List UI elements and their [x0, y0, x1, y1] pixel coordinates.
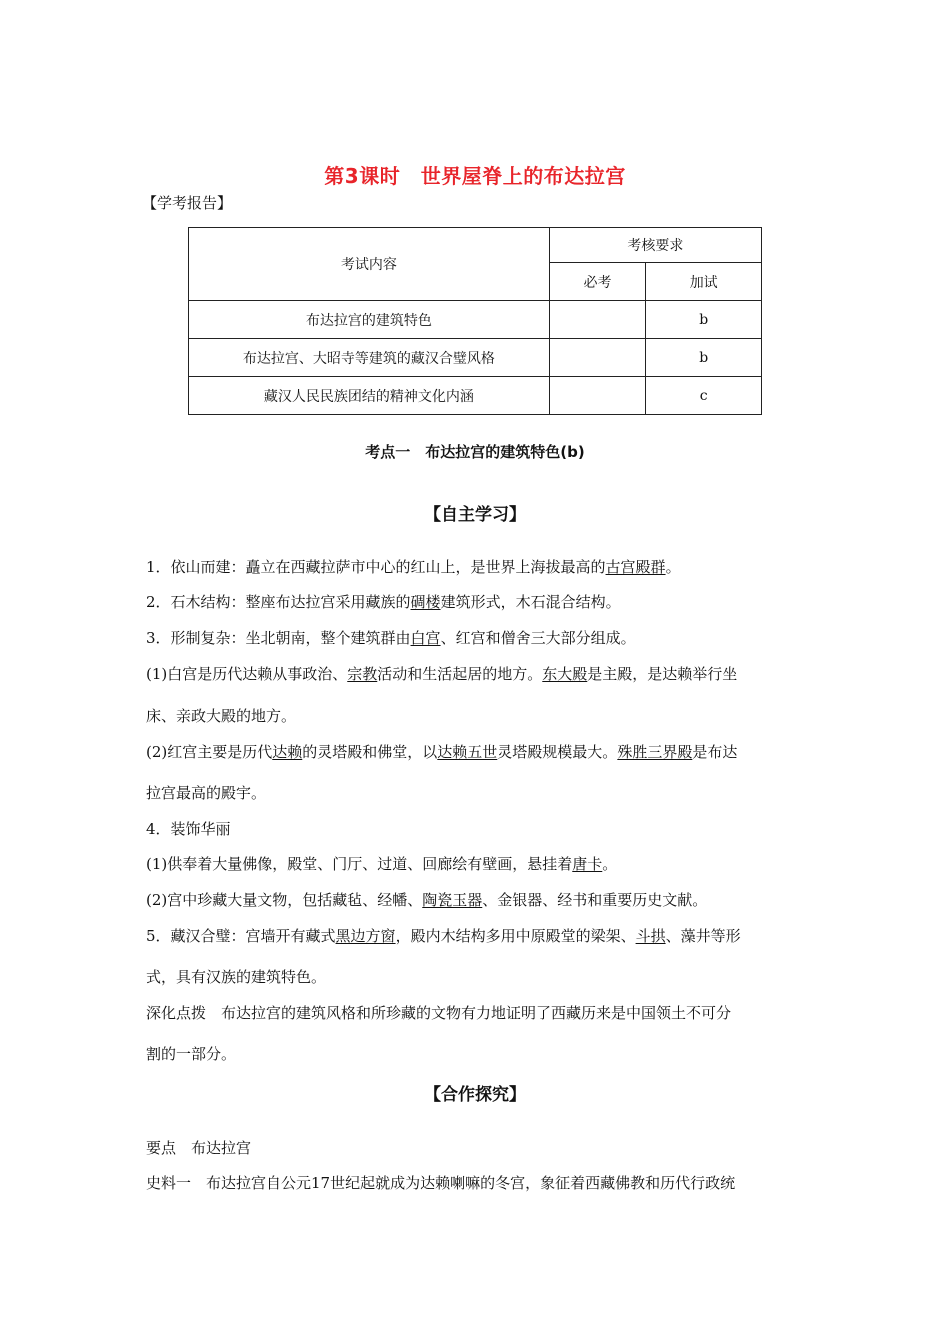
self-study-heading: 【自主学习】 — [424, 505, 526, 525]
table-row — [189, 339, 762, 377]
row-required — [549, 301, 646, 339]
row-required — [549, 339, 646, 377]
report-label: 【学考报告】 — [142, 194, 233, 212]
underlined-term: 东大殿 — [542, 665, 588, 683]
row-content: 布达拉宫的建筑特色 — [189, 301, 550, 339]
text-line-12: 式，具有汉族的建筑特色。 — [146, 968, 327, 986]
header-extra: 加试 — [646, 263, 762, 301]
text-line-6: (2)红宫主要是历代达赖的灵塔殿和佛堂，以达赖五世灵塔殿规模最大。殊胜三界殿是布达 — [146, 743, 738, 761]
cooperative-heading: 【合作探究】 — [424, 1085, 526, 1105]
text-line-10: (2)宫中珍藏大量文物，包括藏毡、经幡、陶瓷玉器、金银器、经书和重要历史文献。 — [146, 891, 708, 909]
underlined-term: 碉楼 — [410, 593, 441, 611]
underlined-term: 斗拱 — [635, 927, 666, 945]
kaodian-heading: 考点一 布达拉宫的建筑特色(b) — [365, 443, 585, 461]
text-line-11: 5．藏汉合璧：宫墙开有藏式黑边方窗，殿内木结构多用中原殿堂的梁架、斗拱、藻井等形 — [146, 927, 741, 945]
text-line-14: 割的一部分。 — [146, 1045, 237, 1063]
text-line-2: 2．石木结构：整座布达拉宫采用藏族的碉楼建筑形式，木石混合结构。 — [146, 593, 621, 611]
row-required — [549, 377, 646, 415]
underlined-term: 达赖 — [272, 743, 303, 761]
text-line-4: (1)白宫是历代达赖从事政治、宗教活动和生活起居的地方。东大殿是主殿，是达赖举行坐 — [146, 665, 738, 683]
row-extra: b — [646, 339, 762, 377]
row-extra: c — [646, 377, 762, 415]
page-title: 第3课时 世界屋脊上的布达拉宫 — [324, 164, 626, 188]
text-line-9: (1)供奉着大量佛像，殿堂、门厅、过道、回廊绘有壁画，悬挂着唐卡。 — [146, 855, 618, 873]
text-line-15: 要点 布达拉宫 — [146, 1139, 252, 1157]
text-line-7: 拉宫最高的殿宇。 — [146, 784, 267, 802]
underlined-term: 古宫殿群 — [605, 558, 666, 576]
text-line-3: 3．形制复杂：坐北朝南，整个建筑群由白宫、红宫和僧舍三大部分组成。 — [146, 629, 636, 647]
header-exam-content: 考试内容 — [189, 228, 550, 301]
header-requirement: 考核要求 — [549, 228, 761, 263]
text-line-5: 床、亲政大殿的地方。 — [146, 707, 297, 725]
row-content: 藏汉人民民族团结的精神文化内涵 — [189, 377, 550, 415]
text-line-13: 深化点拨 布达拉宫的建筑风格和所珍藏的文物有力地证明了西藏历来是中国领土不可分 — [146, 1004, 732, 1022]
text-line-1: 1．依山而建：矗立在西藏拉萨市中心的红山上，是世界上海拔最高的古宫殿群。 — [146, 558, 681, 576]
text-line-16: 史料一 布达拉宫自公元17世纪起就成为达赖喇嘛的冬宫，象征着西藏佛教和历代行政统 — [146, 1174, 736, 1192]
text-line-8: 4．装饰华丽 — [146, 820, 231, 838]
underlined-term: 宗教 — [347, 665, 378, 683]
underlined-term: 白宫 — [410, 629, 441, 647]
header-required: 必考 — [549, 263, 646, 301]
underlined-term: 陶瓷玉器 — [422, 891, 483, 909]
underlined-term: 黑边方窗 — [335, 927, 396, 945]
underlined-term: 唐卡 — [572, 855, 603, 873]
underlined-term: 殊胜三界殿 — [617, 743, 693, 761]
requirements-table — [188, 227, 762, 415]
row-content: 布达拉宫、大昭寺等建筑的藏汉合璧风格 — [189, 339, 550, 377]
underlined-term: 达赖五世 — [437, 743, 498, 761]
table-row — [189, 377, 762, 415]
row-extra: b — [646, 301, 762, 339]
table-row — [189, 301, 762, 339]
